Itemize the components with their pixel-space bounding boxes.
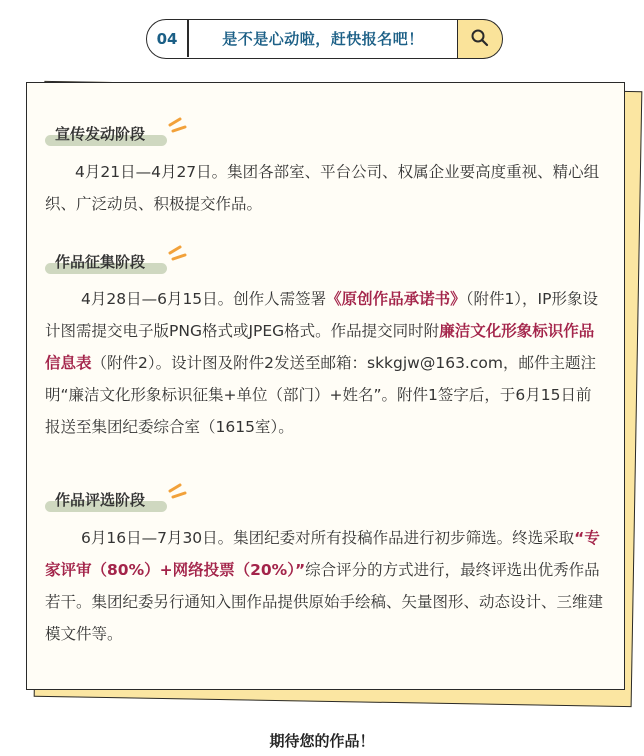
section-label-text: 宣传发动阶段 <box>55 125 146 143</box>
sparkle-icon <box>167 115 189 135</box>
paragraph-text: 综合评分的方式进行，最终评选出优秀作品若干。集团纪委另行通知入围作品提供原始手绘稿、矢量图形、动态设计、三维建模文件等。 <box>45 561 604 643</box>
paragraph-collection <box>45 283 606 443</box>
paragraph-publicity <box>45 156 606 220</box>
closing-text: 期待您的作品！ <box>269 732 375 750</box>
search-icon <box>470 28 490 48</box>
paragraph-text: 4月21日—4月27日。集团各部室、平台公司、权属企业要高度重视、精心组织、广泛动员、积极提交作品。 <box>45 163 600 213</box>
sparkle-icon <box>167 243 189 263</box>
paragraph-selection <box>45 522 606 650</box>
section-title: 是不是心动啦，赶快报名吧！ <box>222 30 424 48</box>
paragraph-text: （附件1），IP形象设计图需提交电子版PNG格式或JPEG格式。作品提交同时附 <box>45 290 598 340</box>
paragraph-text: 4月28日—6月15日。创作人需签署 <box>81 290 327 308</box>
search-button[interactable] <box>457 19 503 59</box>
section-header <box>146 19 502 59</box>
highlight-info-form: 廉洁文化形象标识作品信息表 <box>45 322 595 372</box>
section-label-text: 作品征集阶段 <box>55 253 146 271</box>
paragraph-text: （附件2）。设计图及附件2发送至邮箱：skkgjw@163.com，邮件主题注明“廉洁文化形象标识征集+单位（部门）+姓名”。附件1签字后，于6月15日前报送至集团纪委综合室（1615室）。 <box>45 354 596 436</box>
section-label-text: 作品评选阶段 <box>55 491 146 509</box>
sparkle-icon <box>167 481 189 501</box>
highlight-commitment-letter: 《原创作品承诺书》 <box>326 290 466 308</box>
section-number: 04 <box>156 29 178 48</box>
highlight-scoring-method: “专家评审（80%）+网络投票（20%）” <box>45 529 600 579</box>
paragraph-text: 6月16日—7月30日。集团纪委对所有投稿作品进行初步筛选。终选采取 <box>81 529 575 547</box>
